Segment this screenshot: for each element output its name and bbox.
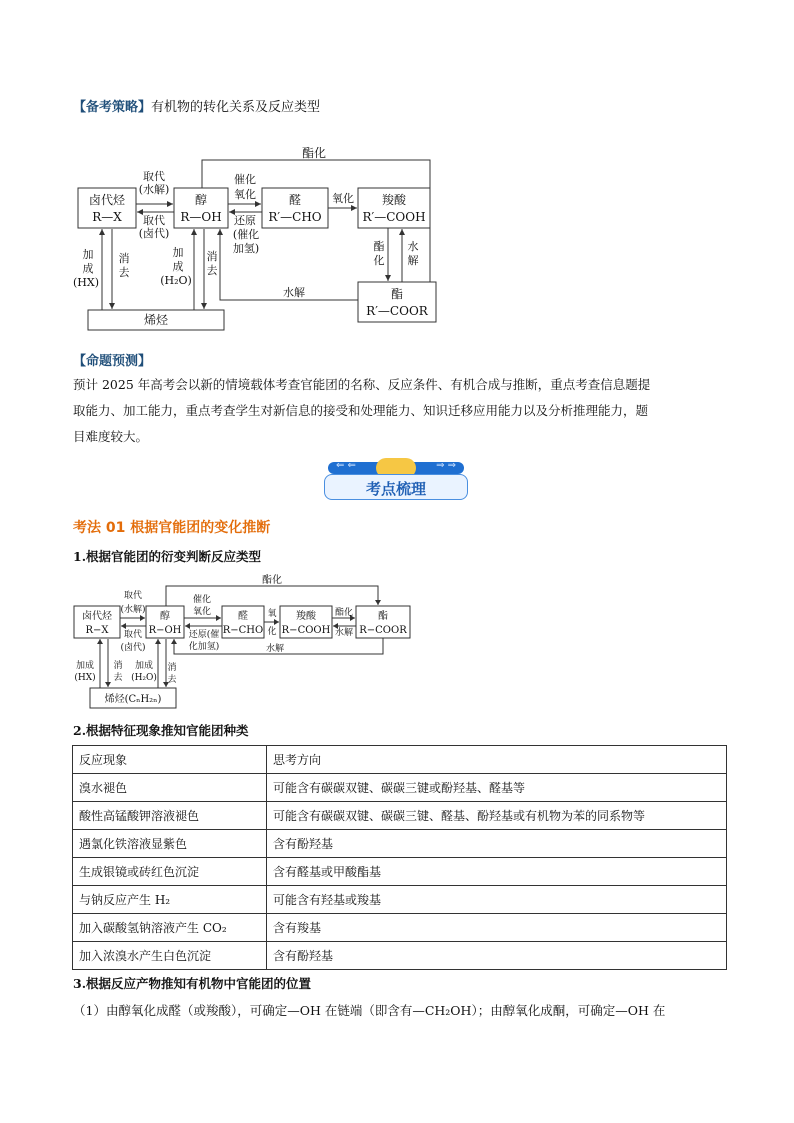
acid-formula-2: R−COOH bbox=[281, 625, 331, 636]
esterify-v-1: 酯 bbox=[373, 240, 385, 253]
sub-hydrolysis-1-2: 取代 bbox=[123, 591, 143, 601]
add-hx-3: (HX) bbox=[72, 276, 100, 289]
hydrolysis-h-label: 水解 bbox=[283, 286, 305, 299]
reduction-3: 加氢) bbox=[232, 242, 260, 255]
haloalkane-label-2: 卤代烃 bbox=[82, 611, 112, 622]
prediction-bracket-label: 【命题预测】 bbox=[73, 354, 152, 369]
cat-ox-2-2: 氧化 bbox=[192, 607, 212, 617]
table-row bbox=[73, 942, 727, 970]
sub-hydrolysis-2: (水解) bbox=[138, 183, 170, 196]
hydrolysis-b-label-2: 水解 bbox=[265, 644, 285, 654]
ester-formula: R′—COOR bbox=[366, 304, 428, 318]
table-cell: 含有酚羟基 bbox=[267, 830, 727, 858]
table-header-row bbox=[73, 746, 727, 774]
add-h2o-1-2: 加成 bbox=[134, 661, 154, 671]
alcohol-label-2: 醇 bbox=[160, 611, 170, 622]
cat-ox-1: 催化 bbox=[234, 173, 256, 186]
esterify-label-2: 酯化 bbox=[334, 608, 354, 618]
ester-label: 酯 bbox=[390, 287, 404, 301]
add-hx-1-2: 加成 bbox=[75, 661, 95, 671]
prediction-heading bbox=[73, 350, 151, 369]
aldehyde-formula: R′—CHO bbox=[268, 210, 322, 224]
prediction-line: 预计 2025 年高考会以新的情境载体考查官能团的名称、反应条件、有机合成与推断，重点考查信息题提 bbox=[73, 377, 651, 392]
alkene-label-2: 烯烃(CₙH₂ₙ) bbox=[104, 694, 162, 705]
elim-2-1: 消 bbox=[206, 250, 218, 263]
oxidation-label: 氧化 bbox=[332, 192, 354, 205]
table-cell: 加入碳酸氢钠溶液产生 CO₂ bbox=[73, 914, 267, 942]
sub-halo-2-2: (卤代) bbox=[120, 643, 146, 653]
table-cell: 含有羧基 bbox=[267, 914, 727, 942]
banner-label: 考点梳理 bbox=[365, 480, 426, 498]
reduction-1-2: 还原(催 bbox=[188, 630, 220, 640]
method-01-title: 考法 01 根据官能团的变化推断 bbox=[73, 520, 271, 536]
alcohol-formula: R—OH bbox=[180, 210, 222, 224]
sub-title-2: 2.根据特征现象推知官能团种类 bbox=[73, 723, 249, 738]
elim-2-1-2: 消 bbox=[167, 663, 177, 673]
table-row bbox=[73, 774, 727, 802]
banner-arrows-left-icon: ⇐ ⇐ bbox=[336, 460, 356, 471]
conversion-diagram-1 bbox=[70, 140, 442, 336]
conversion-diagram-2 bbox=[70, 572, 416, 712]
phenomenon-table bbox=[72, 745, 727, 970]
alkene-label: 烯烃 bbox=[143, 313, 169, 327]
elim-1-1-2: 消 bbox=[113, 661, 123, 671]
table-header-cell: 思考方向 bbox=[267, 746, 727, 774]
sub-hydrolysis-1: 取代 bbox=[143, 170, 165, 183]
haloalkane-label: 卤代烃 bbox=[88, 193, 126, 207]
ester-formula-2: R−COOR bbox=[359, 625, 407, 636]
oxidation-1-2: 氧 bbox=[267, 609, 277, 619]
aldehyde-formula-2: R−CHO bbox=[222, 625, 264, 636]
alcohol-label: 醇 bbox=[194, 193, 208, 207]
oxidation-2-2: 化 bbox=[267, 627, 277, 637]
table-row bbox=[73, 802, 727, 830]
banner-arrows-right-icon: ⇒ ⇒ bbox=[436, 460, 456, 471]
cat-ox-2: 氧化 bbox=[234, 188, 256, 201]
table-row bbox=[73, 830, 727, 858]
section-banner bbox=[322, 458, 470, 500]
table-header-cell: 反应现象 bbox=[73, 746, 267, 774]
table-cell: 含有酚羟基 bbox=[267, 942, 727, 970]
acid-label-2: 羧酸 bbox=[296, 611, 316, 622]
reduction-2: (催化 bbox=[232, 228, 260, 241]
table-cell: 加入浓溴水产生白色沉淀 bbox=[73, 942, 267, 970]
sub-hydrolysis-2-2: (水解) bbox=[120, 605, 146, 615]
table-row bbox=[73, 886, 727, 914]
reduction-2-2: 化加氢) bbox=[188, 642, 220, 652]
prediction-line: 取能力、加工能力，重点考查学生对新信息的接受和处理能力、知识迁移应用能力以及分析推理能力，题 bbox=[73, 403, 649, 418]
add-hx-2-2: (HX) bbox=[74, 673, 96, 683]
reduction-1: 还原 bbox=[234, 214, 256, 227]
ester-label-2: 酯 bbox=[378, 611, 388, 622]
table-cell: 酸性高锰酸钾溶液褪色 bbox=[73, 802, 267, 830]
elim-1-2-2: 去 bbox=[113, 673, 123, 683]
table-cell: 可能含有碳碳双键、碳碳三键或酚羟基、醛基等 bbox=[267, 774, 727, 802]
sub-title-3: 3.根据反应产物推知有机物中官能团的位置 bbox=[73, 976, 312, 991]
sub-halo-2: (卤代) bbox=[138, 227, 170, 240]
sub-halo-1: 取代 bbox=[143, 214, 165, 227]
prediction-paragraph bbox=[73, 372, 733, 450]
haloalkane-formula-2: R−X bbox=[85, 625, 109, 636]
strategy-heading bbox=[73, 96, 320, 115]
sub-halo-1-2: 取代 bbox=[123, 630, 143, 640]
hydrolysis-v-2: 解 bbox=[407, 254, 419, 267]
strategy-bracket-label: 【备考策略】 bbox=[73, 100, 152, 115]
add-h2o-2: 成 bbox=[172, 260, 184, 273]
esterification-top-label-2: 酯化 bbox=[262, 575, 282, 586]
table-cell: 可能含有碳碳双键、碳碳三键、醛基、酚羟基或有机物为苯的同系物等 bbox=[267, 802, 727, 830]
table-row bbox=[73, 914, 727, 942]
esterification-top-label: 酯化 bbox=[301, 146, 327, 160]
hydrolysis-a-label-2: 水解 bbox=[334, 628, 354, 638]
elim-2-2-2: 去 bbox=[167, 675, 177, 685]
hydrolysis-v-1: 水 bbox=[407, 240, 419, 253]
alcohol-formula-2: R−OH bbox=[148, 625, 182, 636]
esterify-v-2: 化 bbox=[373, 254, 385, 267]
haloalkane-formula: R—X bbox=[92, 210, 122, 224]
elim-1-1: 消 bbox=[118, 252, 130, 265]
acid-formula: R′—COOH bbox=[362, 210, 426, 224]
add-hx-1: 加 bbox=[82, 248, 94, 261]
table-row bbox=[73, 858, 727, 886]
add-h2o-2-2: (H₂O) bbox=[131, 673, 157, 683]
prediction-line: 目难度较大。 bbox=[73, 429, 149, 444]
table-cell: 可能含有羟基或羧基 bbox=[267, 886, 727, 914]
cat-ox-1-2: 催化 bbox=[192, 595, 212, 605]
item-1-paragraph: （1）由醇氧化成醛（或羧酸），可确定—OH 在链端（即含有—CH₂OH）；由醇氧化成酮，可确定—OH 在 bbox=[73, 1003, 666, 1018]
add-h2o-3: (H₂O) bbox=[160, 274, 192, 287]
add-hx-2: 成 bbox=[82, 262, 94, 275]
table-cell: 与钠反应产生 H₂ bbox=[73, 886, 267, 914]
table-cell: 遇氯化铁溶液显紫色 bbox=[73, 830, 267, 858]
table-cell: 含有醛基或甲酸酯基 bbox=[267, 858, 727, 886]
strategy-title: 有机物的转化关系及反应类型 bbox=[151, 100, 321, 115]
aldehyde-label-2: 醛 bbox=[238, 611, 248, 622]
table-cell: 生成银镜或砖红色沉淀 bbox=[73, 858, 267, 886]
add-h2o-1: 加 bbox=[172, 246, 184, 259]
table-cell: 溴水褪色 bbox=[73, 774, 267, 802]
acid-label: 羧酸 bbox=[381, 193, 407, 207]
aldehyde-label: 醛 bbox=[288, 193, 302, 207]
elim-2-2: 去 bbox=[206, 264, 218, 277]
sub-title-1: 1.根据官能团的衍变判断反应类型 bbox=[73, 549, 262, 564]
elim-1-2: 去 bbox=[118, 266, 130, 279]
